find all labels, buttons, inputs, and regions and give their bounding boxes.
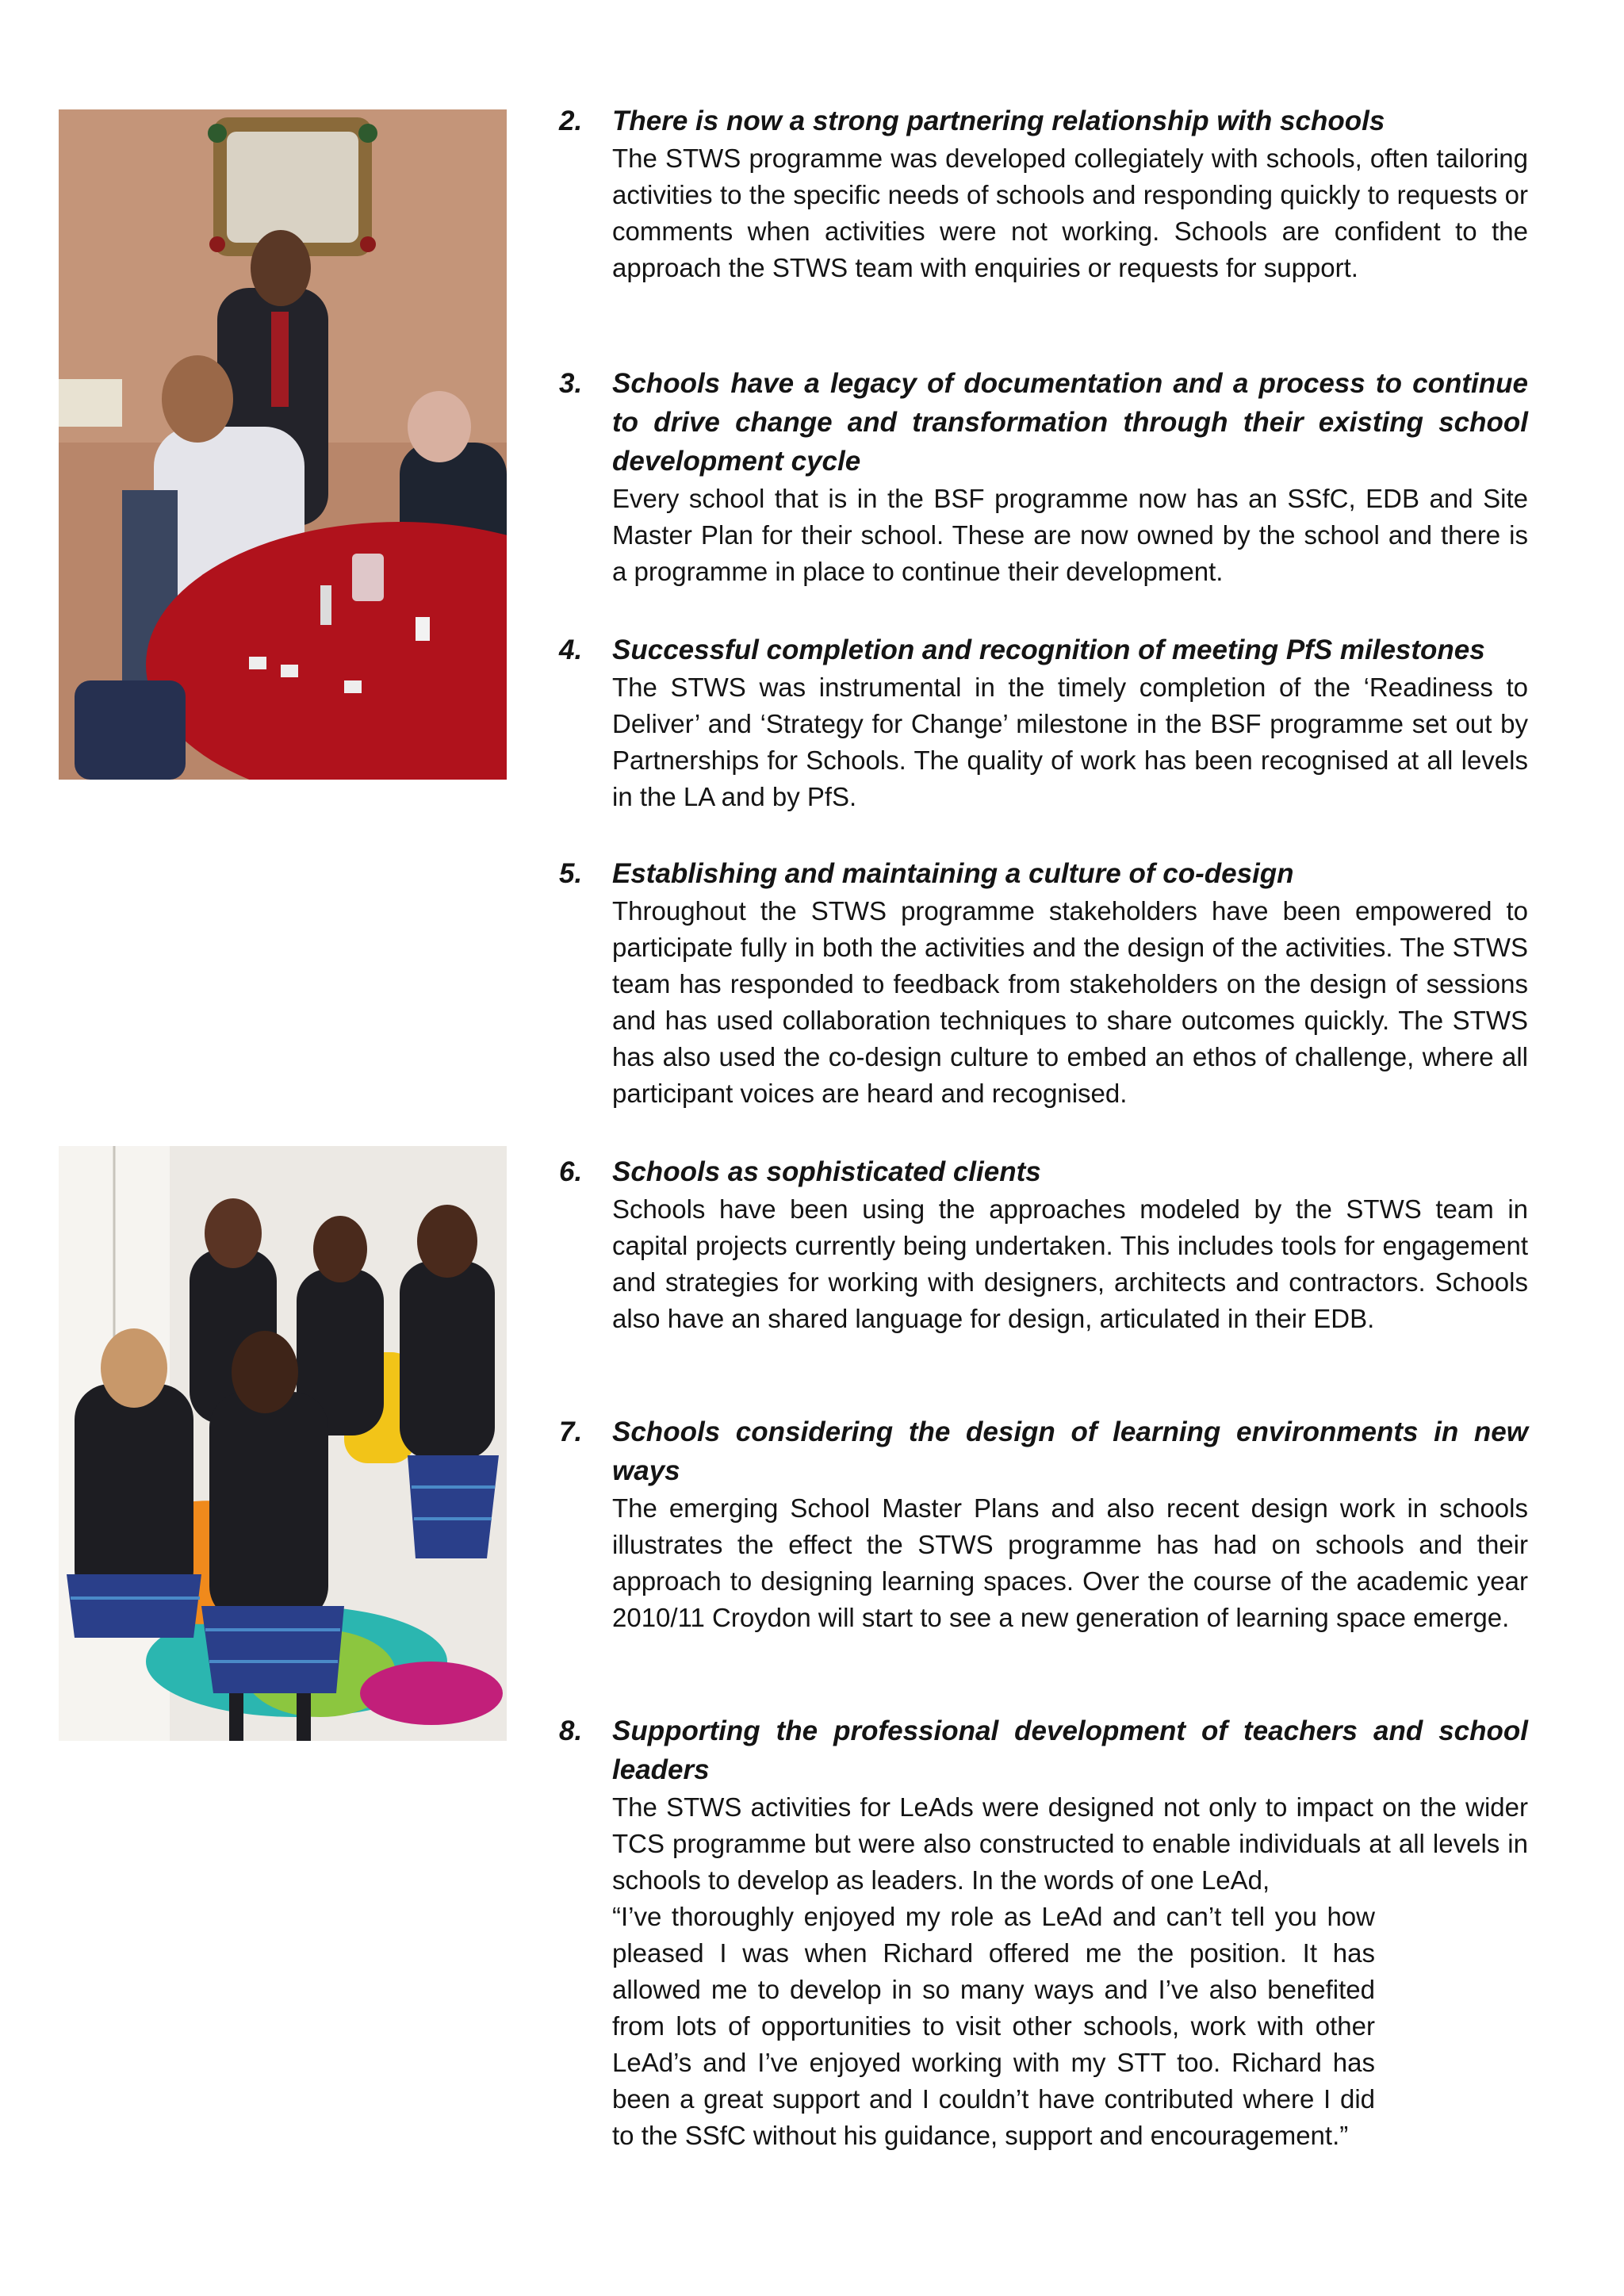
item-heading: Schools as sophisticated clients [612, 1156, 1041, 1187]
item-heading: Successful completion and recognition of meeting PfS milestones [612, 634, 1485, 665]
item-body: The emerging School Master Plans and also recent design work in schools illustrates the effect the STWS programme has had on schools and their approach to designing learning spaces. Over the course of the academic year 2010/11 Croydon will start to see a new generation of learning space emerge. [612, 1493, 1528, 1632]
item-number: 6. [559, 1156, 583, 1187]
list-item [559, 854, 1528, 1152]
item-heading: Schools considering the design of learning environments in new ways [612, 1416, 1528, 1486]
item-heading: Schools have a legacy of documentation and a process to continue to drive change and transformation through their existing school development cycle [612, 368, 1528, 477]
item-number: 4. [559, 634, 583, 665]
item-body: Every school that is in the BSF programme now has an SSfC, EDB and Site Master Plan for their school. These are now owned by the school and there is a programme in place to continue their development. [612, 484, 1528, 586]
item-body: Schools have been using the approaches modeled by the STWS team in capital projects currently being undertaken. This includes tools for engagement and strategies for working with designers, architects and contractors. Schools also have an shared language for design, articulated in their EDB. [612, 1194, 1528, 1333]
item-heading: Establishing and maintaining a culture of co-design [612, 858, 1294, 889]
list-item [559, 364, 1528, 631]
meeting-photo [59, 109, 507, 780]
leader-quote: “I’ve thoroughly enjoyed my role as LeAd and can’t tell you how pleased I was when Richard offered me the position. It has allowed me to develop in so many ways and I’ve also benefited from lots of opportunities to visit other schools, work with other LeAd’s and I’ve enjoyed working with my STT too. Richard has been a great support and I couldn’t have contributed where I did to the SSfC without his guidance, support and encouragement.” [612, 1902, 1375, 2150]
list-item [559, 631, 1528, 854]
item-number: 8. [559, 1715, 583, 1746]
item-heading: There is now a strong partnering relationship with schools [612, 105, 1385, 136]
content-column [559, 102, 1528, 2154]
item-body: The STWS was instrumental in the timely completion of the ‘Readiness to Deliver’ and ‘Strategy for Change’ milestone in the BSF programme set out by Partnerships for Schools. The quality of work has been recognised at all levels in the LA and by PfS. [612, 673, 1528, 811]
item-heading: Supporting the professional development of teachers and school leaders [612, 1715, 1528, 1785]
item-body: Throughout the STWS programme stakeholders have been empowered to participate fully in both the activities and the design of the activities. The STWS team has responded to feedback from stakeholders on the design of sessions and has used collaboration techniques to share outcomes quickly. The STWS has also used the co-design culture to embed an ethos of challenge, where all participant voices are heard and recognised. [612, 896, 1528, 1108]
list-item [559, 1412, 1528, 1711]
list-item [559, 1152, 1528, 1412]
students-photo-icon [59, 1146, 507, 1741]
meeting-photo-icon [59, 109, 507, 780]
list-item [559, 1711, 1528, 2154]
list-item [559, 102, 1528, 364]
item-number: 5. [559, 858, 583, 889]
item-number: 7. [559, 1416, 583, 1447]
students-photo [59, 1146, 507, 1741]
item-number: 2. [559, 105, 583, 136]
item-body: The STWS activities for LeAds were designed not only to impact on the wider TCS programme but were also constructed to enable individuals at all levels in schools to develop as leaders. In the words of one LeAd, [612, 1792, 1528, 1895]
item-number: 3. [559, 368, 583, 399]
item-body: The STWS programme was developed collegiately with schools, often tailoring activities to the specific needs of schools and responding quickly to requests or comments when activities were not working. Schools are confident to the approach the STWS team with enquiries or requests for support. [612, 144, 1528, 282]
